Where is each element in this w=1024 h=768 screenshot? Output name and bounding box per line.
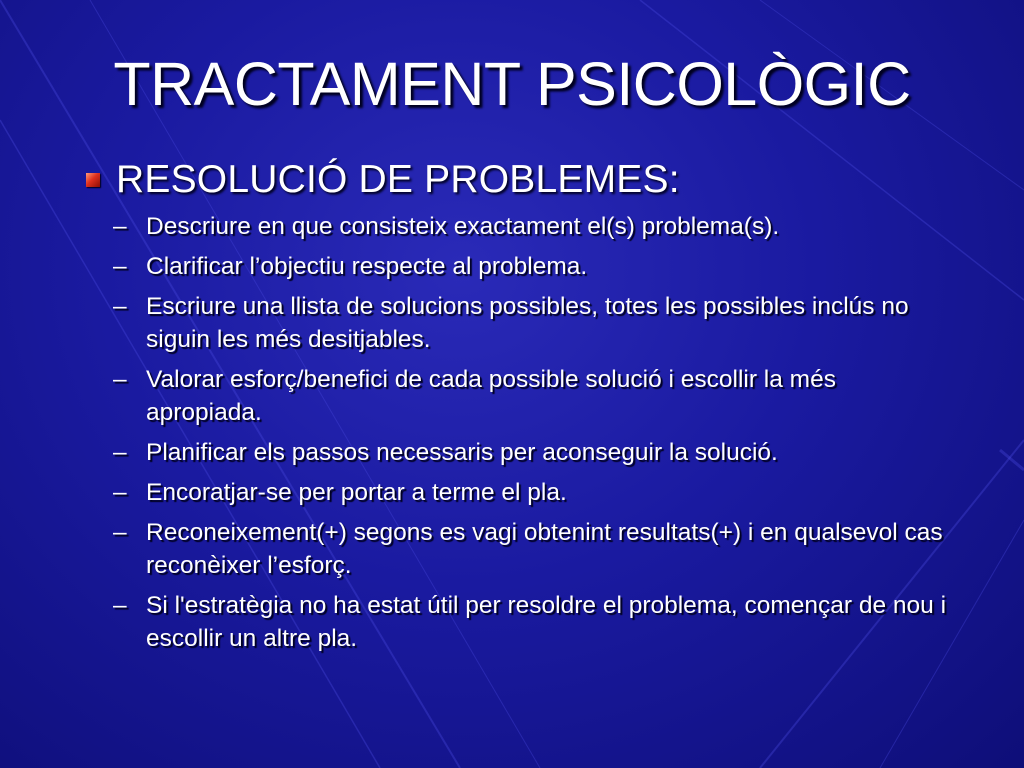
list-item <box>86 516 946 582</box>
list-item-text: Descriure en que consisteix exactament el(s) problema(s). <box>146 213 780 240</box>
list-item-text: Escriure una llista de solucions possibles, totes les possibles inclús no siguin les més desitjables. <box>146 293 909 353</box>
list-item-text: Encoratjar-se per portar a terme el pla. <box>146 479 567 506</box>
list-item-text: Planificar els passos necessaris per aconseguir la solució. <box>146 439 778 466</box>
list-item <box>86 476 946 509</box>
list-item-text: Si l'estratègia no ha estat útil per resoldre el problema, començar de nou i escollir un altre pla. <box>146 592 947 652</box>
dash-bullet: – <box>113 592 127 619</box>
dash-bullet: – <box>113 439 127 466</box>
dash-bullet: – <box>113 253 127 280</box>
section-header <box>86 154 986 206</box>
dash-bullet: – <box>113 479 127 506</box>
content-section <box>86 154 986 662</box>
dash-bullet: – <box>113 293 127 320</box>
list-item <box>86 210 946 243</box>
list-item-text: Reconeixement(+) segons es vagi obtenint resultats(+) i en qualsevol cas reconèixer l’esforç. <box>146 519 943 579</box>
red-square-bullet-icon <box>86 173 100 187</box>
dash-bullet: – <box>113 519 127 546</box>
section-heading: RESOLUCIÓ DE PROBLEMES: <box>116 158 680 201</box>
dash-bullet: – <box>113 213 127 240</box>
steps-list <box>86 210 986 655</box>
list-item-text: Valorar esforç/benefici de cada possible solució i escollir la més apropiada. <box>146 366 836 426</box>
list-item <box>86 250 946 283</box>
list-item <box>86 589 946 655</box>
list-item <box>86 363 946 429</box>
list-item-text: Clarificar l’objectiu respecte al problema. <box>146 253 588 280</box>
list-item <box>86 436 946 469</box>
dash-bullet: – <box>113 366 127 393</box>
slide-title: TRACTAMENT PSICOLÒGIC <box>113 50 911 118</box>
list-item <box>86 290 946 356</box>
